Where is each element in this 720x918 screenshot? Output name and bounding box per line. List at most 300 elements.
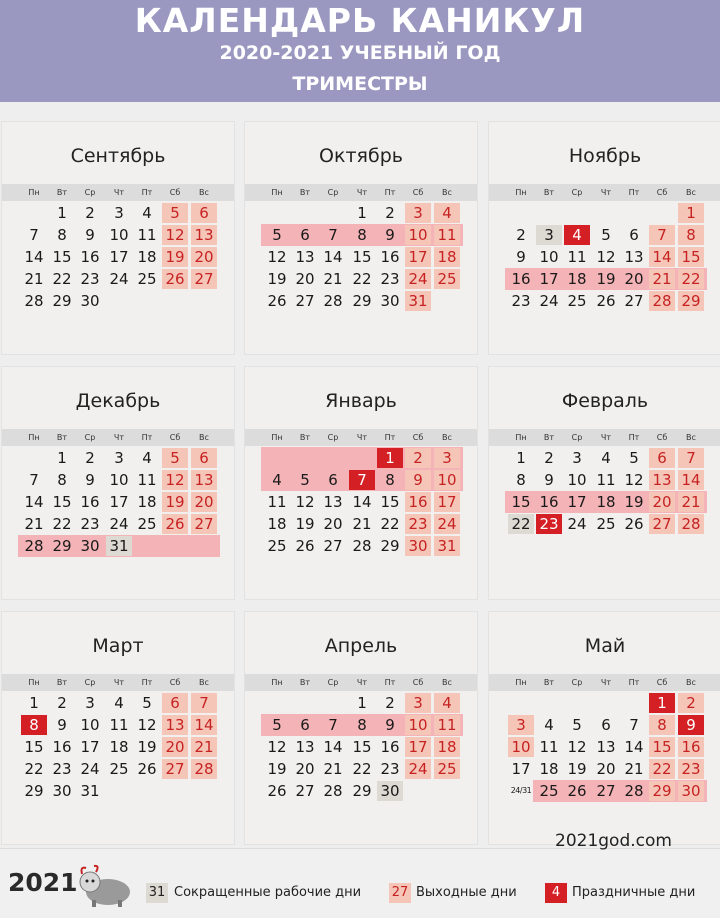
day-cell: 21 — [624, 760, 644, 778]
day-cell: 22 — [380, 515, 400, 533]
logo-2021: 2021 — [8, 868, 78, 897]
day-cell: 7 — [629, 716, 639, 734]
day-cell: 26 — [295, 537, 315, 555]
day-cell: 11 — [567, 248, 587, 266]
weekday-header — [489, 184, 720, 201]
day-cell: 20 — [191, 492, 217, 512]
day-cell: 10 — [434, 470, 460, 490]
day-cell: 23 — [380, 270, 400, 288]
day-cell: 28 — [323, 782, 343, 800]
day-cell: 25 — [137, 515, 157, 533]
day-cell: 22 — [352, 270, 372, 288]
day-cell: 21 — [24, 270, 44, 288]
weekday-label: Чт — [600, 678, 612, 687]
day-cell: 20 — [649, 492, 675, 512]
day-cell: 29 — [52, 537, 72, 555]
day-cell: 10 — [567, 471, 587, 489]
day-cell: 15 — [678, 247, 704, 267]
day-cell: 8 — [357, 226, 367, 244]
day-cell: 2 — [385, 694, 395, 712]
day-cell: 8 — [678, 225, 704, 245]
day-cell: 19 — [267, 760, 287, 778]
weekday-label: Пт — [141, 678, 153, 687]
day-cell: 25 — [434, 759, 460, 779]
day-cell: 9 — [57, 716, 67, 734]
day-cell: 24 — [567, 515, 587, 533]
day-cell: 26 — [596, 292, 616, 310]
day-cell: 9 — [385, 716, 395, 734]
day-cell: 30 — [377, 781, 403, 801]
day-cell: 17 — [109, 493, 129, 511]
day-cell: 9 — [405, 470, 431, 490]
weekday-label: Вт — [543, 188, 555, 197]
day-cell: 15 — [511, 493, 531, 511]
month-card — [489, 122, 720, 354]
day-cell: 5 — [572, 716, 582, 734]
day-cell: 8 — [57, 471, 67, 489]
day-cell: 3 — [114, 449, 124, 467]
day-cell: 21 — [323, 270, 343, 288]
day-cell: 4 — [601, 449, 611, 467]
weekday-label: Вт — [56, 188, 68, 197]
month-name: Ноябрь — [568, 145, 642, 167]
day-cell: 3 — [434, 448, 460, 468]
weekday-label: Вт — [543, 433, 555, 442]
day-cell: 3 — [85, 694, 95, 712]
day-cell: 27 — [191, 514, 217, 534]
weekday-header — [245, 674, 477, 691]
weekday-label: Пн — [28, 433, 40, 442]
day-cell: 1 — [357, 694, 367, 712]
day-cell: 27 — [596, 782, 616, 800]
day-cell: 11 — [596, 471, 616, 489]
day-cell: 16 — [380, 738, 400, 756]
day-cell: 23 — [511, 292, 531, 310]
weekday-label: Сб — [412, 678, 424, 687]
day-cell: 22 — [678, 269, 704, 289]
weekday-label: Ср — [571, 433, 583, 442]
day-cell: 27 — [649, 514, 675, 534]
day-cell: 12 — [162, 225, 188, 245]
day-cell: 4 — [434, 203, 460, 223]
day-cell: 5 — [300, 471, 310, 489]
day-cell: 28 — [24, 292, 44, 310]
day-cell: 19 — [596, 270, 616, 288]
day-cell: 18 — [137, 493, 157, 511]
weekday-header — [489, 429, 720, 446]
day-cell: 8 — [516, 471, 526, 489]
day-cell: 20 — [295, 760, 315, 778]
day-cell: 25 — [109, 760, 129, 778]
weekday-label: Ср — [84, 188, 96, 197]
day-cell: 11 — [434, 715, 460, 735]
weekday-label: Чт — [113, 678, 125, 687]
day-cell: 15 — [52, 248, 72, 266]
month-name: Март — [92, 635, 144, 657]
weekday-label: Ср — [571, 188, 583, 197]
weekday-label: Пт — [141, 433, 153, 442]
weekday-label: Вт — [299, 188, 311, 197]
day-cell: 24/31 — [510, 786, 532, 795]
month-name: Сентябрь — [70, 145, 166, 167]
day-cell: 4 — [272, 471, 282, 489]
day-cell: 24 — [434, 514, 460, 534]
legend-swatch-short: 31 — [146, 883, 168, 903]
weekday-label: Пн — [515, 188, 527, 197]
month-name: Декабрь — [75, 390, 161, 412]
day-cell: 30 — [405, 536, 431, 556]
day-cell: 9 — [85, 226, 95, 244]
weekday-label: Вс — [442, 678, 452, 687]
day-cell: 20 — [323, 515, 343, 533]
weekday-label: Вт — [299, 678, 311, 687]
day-cell: 6 — [191, 203, 217, 223]
weekday-label: Сб — [169, 678, 181, 687]
day-cell: 14 — [649, 247, 675, 267]
day-cell: 20 — [162, 737, 188, 757]
weekday-label: Чт — [356, 433, 368, 442]
day-cell: 14 — [24, 493, 44, 511]
day-cell: 19 — [295, 515, 315, 533]
weekday-label: Вт — [543, 678, 555, 687]
weekday-header — [2, 674, 234, 691]
day-cell: 17 — [567, 493, 587, 511]
day-cell: 13 — [323, 493, 343, 511]
day-cell: 23 — [678, 759, 704, 779]
day-cell: 26 — [162, 514, 188, 534]
day-cell: 17 — [405, 737, 431, 757]
day-cell: 2 — [678, 693, 704, 713]
day-cell: 1 — [57, 204, 67, 222]
day-cell: 25 — [434, 269, 460, 289]
day-cell: 17 — [109, 248, 129, 266]
day-cell: 26 — [624, 515, 644, 533]
day-cell: 3 — [114, 204, 124, 222]
day-cell: 4 — [142, 449, 152, 467]
day-cell: 6 — [191, 448, 217, 468]
weekday-label: Чт — [113, 188, 125, 197]
day-cell: 20 — [191, 247, 217, 267]
day-cell: 9 — [516, 248, 526, 266]
day-cell: 1 — [649, 693, 675, 713]
day-cell: 20 — [624, 270, 644, 288]
day-cell: 8 — [649, 715, 675, 735]
weekday-label: Пн — [28, 188, 40, 197]
day-cell: 25 — [596, 515, 616, 533]
day-cell: 7 — [191, 693, 217, 713]
day-cell: 28 — [678, 514, 704, 534]
weekday-label: Пн — [271, 188, 283, 197]
day-cell: 5 — [629, 449, 639, 467]
day-cell: 13 — [295, 248, 315, 266]
weekday-label: Сб — [412, 433, 424, 442]
day-cell: 16 — [511, 270, 531, 288]
day-cell: 8 — [357, 716, 367, 734]
day-cell: 10 — [539, 248, 559, 266]
day-cell: 6 — [629, 226, 639, 244]
day-cell: 2 — [544, 449, 554, 467]
day-cell: 5 — [272, 226, 282, 244]
weekday-label: Сб — [656, 188, 668, 197]
month-name: Октябрь — [319, 145, 403, 167]
day-cell: 11 — [137, 226, 157, 244]
day-cell: 23 — [80, 270, 100, 288]
weekday-label: Вс — [686, 678, 696, 687]
day-cell: 13 — [596, 738, 616, 756]
day-cell: 1 — [377, 448, 403, 468]
day-cell: 28 — [649, 291, 675, 311]
day-cell: 19 — [624, 493, 644, 511]
day-cell: 14 — [191, 715, 217, 735]
page-subtitle-2: ТРИМЕСТРЫ — [292, 73, 428, 95]
day-cell: 17 — [434, 492, 460, 512]
month-card — [489, 367, 720, 599]
day-cell: 15 — [24, 738, 44, 756]
day-cell: 24 — [109, 515, 129, 533]
day-cell: 29 — [649, 781, 675, 801]
day-cell: 7 — [649, 225, 675, 245]
weekday-label: Сб — [412, 188, 424, 197]
day-cell: 5 — [162, 448, 188, 468]
day-cell: 16 — [380, 248, 400, 266]
day-cell: 3 — [536, 225, 562, 245]
day-cell: 28 — [624, 782, 644, 800]
day-cell: 11 — [434, 225, 460, 245]
day-cell: 3 — [572, 449, 582, 467]
day-cell: 13 — [191, 470, 217, 490]
day-cell: 13 — [649, 470, 675, 490]
day-cell: 14 — [323, 248, 343, 266]
day-cell: 12 — [162, 470, 188, 490]
day-cell: 1 — [357, 204, 367, 222]
day-cell: 12 — [567, 738, 587, 756]
day-cell: 2 — [385, 204, 395, 222]
day-cell: 3 — [405, 693, 431, 713]
day-cell: 23 — [80, 515, 100, 533]
day-cell: 10 — [508, 737, 534, 757]
weekday-label: Ср — [327, 188, 339, 197]
month-card — [245, 612, 477, 844]
day-cell: 16 — [539, 493, 559, 511]
day-cell: 7 — [678, 448, 704, 468]
day-cell: 25 — [267, 537, 287, 555]
day-cell: 27 — [295, 782, 315, 800]
weekday-label: Пн — [271, 678, 283, 687]
day-cell: 5 — [601, 226, 611, 244]
day-cell: 10 — [80, 716, 100, 734]
day-cell: 24 — [109, 270, 129, 288]
weekday-label: Ср — [571, 678, 583, 687]
day-cell: 27 — [191, 269, 217, 289]
day-cell: 12 — [267, 738, 287, 756]
day-cell: 14 — [323, 738, 343, 756]
weekday-label: Пт — [628, 433, 640, 442]
day-cell: 11 — [109, 716, 129, 734]
day-cell: 31 — [434, 536, 460, 556]
day-cell: 30 — [80, 537, 100, 555]
weekday-label: Чт — [113, 433, 125, 442]
weekday-label: Ср — [327, 678, 339, 687]
day-cell: 7 — [328, 716, 338, 734]
day-cell: 30 — [678, 781, 704, 801]
day-cell: 28 — [323, 292, 343, 310]
day-cell: 4 — [564, 225, 590, 245]
day-cell: 29 — [52, 292, 72, 310]
day-cell: 18 — [267, 515, 287, 533]
weekday-label: Пт — [384, 678, 396, 687]
weekday-label: Чт — [600, 188, 612, 197]
day-cell: 28 — [24, 537, 44, 555]
day-cell: 31 — [106, 536, 132, 556]
weekday-label: Сб — [656, 433, 668, 442]
month-card — [245, 367, 477, 599]
day-cell: 6 — [328, 471, 338, 489]
day-cell: 25 — [137, 270, 157, 288]
day-cell: 22 — [352, 760, 372, 778]
weekday-label: Вт — [56, 678, 68, 687]
weekday-label: Вт — [56, 433, 68, 442]
day-cell: 4 — [142, 204, 152, 222]
day-cell: 14 — [24, 248, 44, 266]
day-cell: 13 — [295, 738, 315, 756]
day-cell: 18 — [109, 738, 129, 756]
weekday-label: Сб — [169, 433, 181, 442]
day-cell: 15 — [52, 493, 72, 511]
weekday-label: Чт — [356, 678, 368, 687]
weekday-label: Вт — [299, 433, 311, 442]
day-cell: 15 — [649, 737, 675, 757]
day-cell: 21 — [678, 492, 704, 512]
day-cell: 26 — [162, 269, 188, 289]
day-cell: 1 — [678, 203, 704, 223]
day-cell: 26 — [267, 292, 287, 310]
month-card — [245, 122, 477, 354]
day-cell: 11 — [267, 493, 287, 511]
day-cell: 7 — [29, 226, 39, 244]
day-cell: 2 — [516, 226, 526, 244]
day-cell: 18 — [567, 270, 587, 288]
weekday-label: Вс — [442, 433, 452, 442]
day-cell: 16 — [405, 492, 431, 512]
weekday-header — [2, 184, 234, 201]
day-cell: 9 — [678, 715, 704, 735]
day-cell: 6 — [300, 226, 310, 244]
weekday-label: Сб — [656, 678, 668, 687]
legend-label: Праздничные дни — [572, 885, 696, 900]
day-cell: 12 — [137, 716, 157, 734]
day-cell: 13 — [624, 248, 644, 266]
day-cell: 15 — [352, 248, 372, 266]
weekday-label: Вс — [442, 188, 452, 197]
day-cell: 2 — [405, 448, 431, 468]
day-cell: 21 — [649, 269, 675, 289]
day-cell: 4 — [434, 693, 460, 713]
day-cell: 17 — [405, 247, 431, 267]
weekday-label: Сб — [169, 188, 181, 197]
day-cell: 17 — [511, 760, 531, 778]
day-cell: 6 — [300, 716, 310, 734]
month-name: Февраль — [561, 390, 649, 412]
day-cell: 12 — [295, 493, 315, 511]
weekday-label: Пн — [28, 678, 40, 687]
day-cell: 18 — [596, 493, 616, 511]
site-url: 2021god.com — [555, 831, 672, 851]
day-cell: 23 — [405, 514, 431, 534]
day-cell: 19 — [267, 270, 287, 288]
day-cell: 16 — [80, 493, 100, 511]
day-cell: 10 — [109, 471, 129, 489]
day-cell: 8 — [385, 471, 395, 489]
legend-label: Выходные дни — [416, 885, 517, 900]
day-cell: 14 — [352, 493, 372, 511]
day-cell: 29 — [380, 537, 400, 555]
day-cell: 11 — [539, 738, 559, 756]
day-cell: 27 — [624, 292, 644, 310]
day-cell: 8 — [21, 715, 47, 735]
day-cell: 7 — [328, 226, 338, 244]
day-cell: 26 — [267, 782, 287, 800]
day-cell: 21 — [323, 760, 343, 778]
day-cell: 23 — [536, 514, 562, 534]
header — [0, 0, 720, 102]
day-cell: 24 — [80, 760, 100, 778]
day-cell: 6 — [162, 693, 188, 713]
weekday-label: Пт — [628, 678, 640, 687]
day-cell: 20 — [596, 760, 616, 778]
page-subtitle: 2020-2021 УЧЕБНЫЙ ГОД — [219, 42, 501, 64]
day-cell: 19 — [162, 492, 188, 512]
weekday-label: Пт — [141, 188, 153, 197]
day-cell: 23 — [52, 760, 72, 778]
day-cell: 28 — [352, 537, 372, 555]
day-cell: 9 — [385, 226, 395, 244]
legend-swatch-holiday: 4 — [545, 883, 567, 903]
weekday-header — [245, 184, 477, 201]
day-cell: 18 — [137, 248, 157, 266]
day-cell: 18 — [434, 247, 460, 267]
weekday-label: Ср — [84, 433, 96, 442]
day-cell: 6 — [649, 448, 675, 468]
day-cell: 31 — [80, 782, 100, 800]
day-cell: 9 — [544, 471, 554, 489]
legend-swatch-weekend: 27 — [389, 883, 411, 903]
day-cell: 7 — [349, 470, 375, 490]
day-cell: 18 — [434, 737, 460, 757]
day-cell: 12 — [624, 471, 644, 489]
day-cell: 25 — [567, 292, 587, 310]
day-cell: 29 — [352, 782, 372, 800]
day-cell: 4 — [114, 694, 124, 712]
weekday-label: Вс — [686, 188, 696, 197]
weekday-label: Ср — [327, 433, 339, 442]
day-cell: 15 — [352, 738, 372, 756]
weekday-label: Пт — [628, 188, 640, 197]
day-cell: 9 — [85, 471, 95, 489]
day-cell: 22 — [508, 514, 534, 534]
day-cell: 12 — [267, 248, 287, 266]
day-cell: 14 — [678, 470, 704, 490]
weekday-label: Вс — [686, 433, 696, 442]
weekday-header — [245, 429, 477, 446]
day-cell: 13 — [191, 225, 217, 245]
weekday-label: Вс — [199, 433, 209, 442]
day-cell: 28 — [191, 759, 217, 779]
day-cell: 24 — [405, 269, 431, 289]
day-cell: 1 — [29, 694, 39, 712]
day-cell: 22 — [52, 515, 72, 533]
day-cell: 19 — [162, 247, 188, 267]
day-cell: 2 — [57, 694, 67, 712]
